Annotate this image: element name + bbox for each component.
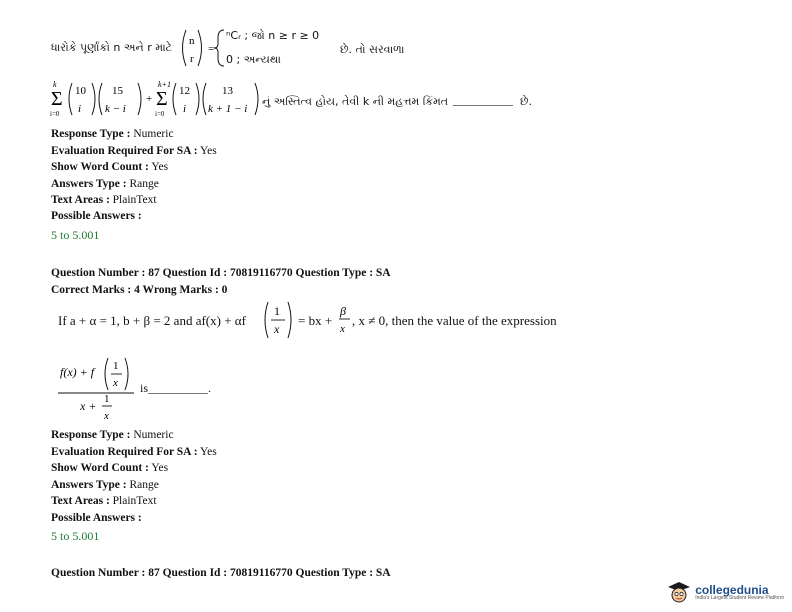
svg-text:i: i bbox=[78, 103, 82, 115]
svg-text:x: x bbox=[104, 410, 109, 422]
q2-expression-suffix: is__________. bbox=[140, 381, 212, 395]
svg-text:x: x bbox=[340, 323, 345, 335]
q1-intro: ધારોકે પૂર્ણાંકો n અને r માટે bbox=[51, 41, 173, 54]
possible-answers-label-1: Possible Answers : bbox=[51, 210, 142, 222]
response-type-1: Response Type : Numeric bbox=[51, 128, 174, 140]
svg-text:15: 15 bbox=[112, 85, 123, 97]
show-word-count-1: Show Word Count : Yes bbox=[51, 161, 169, 173]
svg-text:+: + bbox=[146, 93, 153, 105]
q1-sum-text: નું અસ્તિત્વ હોય, તેવી k ની મહત્તમ કિંમત bbox=[262, 95, 449, 108]
brand-tagline: India's Largest Student Review Platform bbox=[695, 594, 784, 601]
q2-fraction-one-over-x bbox=[262, 298, 294, 342]
text-areas-2: Text Areas : PlainText bbox=[51, 495, 157, 507]
svg-text:1: 1 bbox=[274, 304, 280, 318]
text-areas-1: Text Areas : PlainText bbox=[51, 194, 157, 206]
evaluation-required-2: Evaluation Required For SA : Yes bbox=[51, 446, 217, 458]
svg-text:f(x) + f: f(x) + f bbox=[60, 365, 95, 379]
svg-text:k: k bbox=[53, 80, 57, 89]
q1-summation-formula bbox=[50, 78, 260, 120]
q1-case-2: 0 ; અન્યથા bbox=[226, 53, 281, 66]
svg-text:k − i: k − i bbox=[105, 103, 126, 115]
collegedunia-logo bbox=[667, 580, 784, 604]
q1-end-text: છે. bbox=[520, 95, 532, 108]
svg-text:x: x bbox=[274, 322, 280, 336]
possible-answers-value-2: 5 to 5.001 bbox=[51, 529, 100, 543]
answers-type-1: Answers Type : Range bbox=[51, 178, 159, 190]
svg-text:r: r bbox=[190, 53, 194, 65]
svg-text:1: 1 bbox=[113, 360, 119, 372]
answers-type-2: Answers Type : Range bbox=[51, 479, 159, 491]
svg-text:i: i bbox=[183, 103, 187, 115]
svg-text:i=0: i=0 bbox=[50, 110, 60, 118]
svg-text:10: 10 bbox=[75, 85, 86, 97]
svg-text:β: β bbox=[340, 304, 346, 318]
q3-header-line-1: Question Number : 87 Question Id : 70819116770 Question Type : SA bbox=[51, 567, 391, 579]
q2-header-line-1: Question Number : 87 Question Id : 70819116770 Question Type : SA bbox=[51, 267, 391, 279]
svg-text:13: 13 bbox=[222, 85, 233, 97]
q1-answer-blank: __________ bbox=[453, 93, 513, 107]
q2-fraction-beta-over-x bbox=[338, 302, 352, 338]
q2-header-line-2: Correct Marks : 4 Wrong Marks : 0 bbox=[51, 284, 228, 296]
svg-text:x +: x + bbox=[80, 399, 97, 413]
svg-text:1: 1 bbox=[104, 393, 110, 405]
svg-text:Σ: Σ bbox=[156, 88, 168, 110]
svg-text:12: 12 bbox=[179, 85, 190, 97]
brand-name: collegedunia bbox=[695, 582, 769, 597]
svg-text:=: = bbox=[208, 43, 215, 55]
q2-statement-tail: , x ≠ 0, then the value of the expression bbox=[352, 313, 557, 328]
evaluation-required-1: Evaluation Required For SA : Yes bbox=[51, 145, 217, 157]
svg-text:k + 1 − i: k + 1 − i bbox=[208, 103, 248, 115]
q2-statement-start: If a + α = 1, b + β = 2 and af(x) + αf bbox=[58, 313, 246, 328]
svg-text:k+1: k+1 bbox=[158, 80, 171, 89]
q2-expression-formula bbox=[56, 352, 146, 426]
response-type-2: Response Type : Numeric bbox=[51, 429, 174, 441]
svg-text:i=0: i=0 bbox=[155, 110, 165, 118]
svg-text:x: x bbox=[113, 377, 118, 389]
graduate-mascot-icon bbox=[667, 580, 691, 604]
svg-text:n: n bbox=[189, 35, 195, 47]
svg-text:Σ: Σ bbox=[51, 88, 63, 110]
q2-statement-mid: = bx + bbox=[298, 313, 333, 328]
q1-case-1: ⁿCᵣ ; જો n ≥ r ≥ 0 bbox=[226, 29, 320, 42]
possible-answers-label-2: Possible Answers : bbox=[51, 512, 142, 524]
show-word-count-2: Show Word Count : Yes bbox=[51, 462, 169, 474]
q2-answer-blank: __________. bbox=[148, 381, 212, 395]
q1-after-definition: છે. તો સરવાળા bbox=[340, 43, 405, 56]
possible-answers-value-1: 5 to 5.001 bbox=[51, 228, 100, 242]
